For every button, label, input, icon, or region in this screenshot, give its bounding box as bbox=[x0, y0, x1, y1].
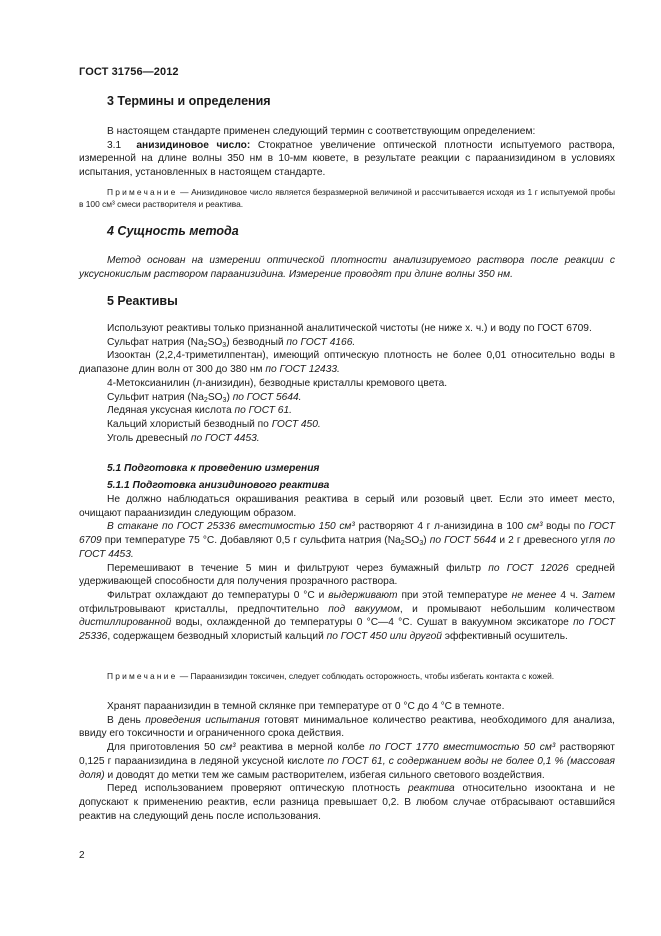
note-2 bbox=[79, 670, 615, 683]
reagent-prep-paragraph: Для приготовления 50 см³ реактива в мерной колбе по ГОСТ 1770 вместимостью 50 см³ растворяют 0,125 г параанизидина в ледяной уксусной кислоте по ГОСТ 61, с содержанием воды не более 0,1 % (массовая доля) и доводят до метки тем же самым растворителем, избегая сильного светового воздействия. bbox=[79, 742, 615, 781]
reagent-sodium-sulfate: Сульфат натрия $(Na_2SO_3)$ безводный по ГОСТ 4166. bbox=[107, 336, 356, 349]
section-4-text: Метод основан на измерении оптической плотности анализируемого раствора после реакции с уксуснокислым раствором параанизидина. Измерение проводят при длине волны 350 нм. bbox=[79, 255, 615, 280]
term-name: анизидиновое число: bbox=[136, 139, 251, 151]
subsection-5-1-title: 5.1 Подготовка к проведению измерения bbox=[107, 463, 320, 474]
test-day-paragraph: В день проведения испытания готовят минимальное количество реактива, необходимого для анализа, ввиду его токсичности и ограниченного срока действия. bbox=[79, 714, 616, 740]
reagent-sodium-sulfite: Сульфит натрия $(Na_2SO_3)$ по ГОСТ 5644. bbox=[107, 391, 302, 404]
note-2-block bbox=[79, 670, 615, 683]
page-number: 2 bbox=[79, 850, 85, 861]
prep-paragraph-3: Перемешивают в течение 5 мин и фильтруют через бумажный фильтр по ГОСТ 12026 средней удерживающей способности для получения прозрачного раствора. bbox=[79, 562, 615, 588]
prep-paragraph-4: Фильтрат охлаждают до температуры 0 °С и выдерживают при этой температуре не менее 4 ч. Затем отфильтровывают кристаллы, предпочтительно под вакуумом, и промывают небольшим количеством дистиллированной воды, охлажденной до температуры 0 °С—4 °С. Сушат в вакуумном эксикаторе по ГОСТ 25336, содержащем безводный хлористый кальций по ГОСТ 450 или другой эффективный осушитель. bbox=[79, 589, 616, 643]
subsection-5-1-1-title: 5.1.1 Подготовка анизидинового реактива bbox=[107, 480, 330, 491]
section-3-intro: В настоящем стандарте применен следующий термин с соответствующим определением: bbox=[107, 126, 536, 137]
usage-check-paragraph: Перед использованием проверяют оптическую плотность реактива относительно изооктана и не допускают к применению реактив, если разница превышает 0,2. В любом случае отбрасывают оставшийся реактив на следующий день после использования. bbox=[79, 783, 615, 822]
reagent-methoxyaniline: 4-Метоксианилин (л-анизидин), безводные кристаллы кремового цвета. bbox=[107, 377, 448, 389]
reagent-calcium-chloride: Кальций хлористый безводный по ГОСТ 450. bbox=[107, 418, 321, 430]
section-5-title: 5 Реактивы bbox=[107, 294, 178, 308]
note-2-label: Примечание bbox=[107, 671, 178, 681]
reagent-acetic-acid: Ледяная уксусная кислота по ГОСТ 61. bbox=[107, 405, 292, 417]
standard-header: ГОСТ 31756—2012 bbox=[79, 66, 179, 78]
reagents-intro: Используют реактивы только признанной аналитической чистоты (не ниже х. ч.) и воду по ГОСТ 6709. bbox=[107, 323, 592, 334]
term-number: 3.1 bbox=[107, 139, 122, 151]
section-5-storage bbox=[79, 700, 615, 823]
note-1-label: Примечание bbox=[107, 186, 178, 197]
note-1-text: — Анизидиновое число является безразмерной величиной и рассчитывается исходя из 1 г испытуемой пробы в 100 см³ смеси растворителя и реактива. bbox=[79, 186, 615, 210]
term-definition bbox=[79, 139, 615, 180]
term-text: Стократное увеличение оптической плотности испытуемого раствора, измеренной на длине волны 350 нм в 10-мм кювете, в результате реакции с параанизидином в условиях испытания, установленных в настоящем стандарте. bbox=[79, 139, 615, 179]
section-3-title: 3 Термины и определения bbox=[107, 94, 271, 108]
section-5-reagents bbox=[79, 322, 615, 445]
section-3-body bbox=[79, 125, 615, 211]
reagent-isooctane: Изооктан (2,2,4-триметилпентан), имеющий оптическую плотность не более 0,01 относительно воды в диапазоне длин волн от 300 до 380 нм по ГОСТ 12433. bbox=[79, 350, 615, 376]
note-1 bbox=[79, 186, 615, 211]
section-4-body bbox=[79, 254, 615, 281]
section-5-preparation bbox=[79, 493, 615, 644]
prep-paragraph-1: Не должно наблюдаться окрашивания реактива в серый или розовый цвет. Если это имеет место, очищают параанизидин следующим образом. bbox=[79, 494, 615, 519]
prep-paragraph-2: В стакане по ГОСТ 25336 вместимостью 150 см³ растворяют 4 г л-анизидина в 100 см³ воды по ГОСТ 6709 при температуре 75 °С. Добавляют 0,5 г сульфита натрия $(Na_2SO_3)$ по ГОСТ 5644 и 2 г древесного угля по ГОСТ 4453. bbox=[79, 521, 616, 560]
section-4-title: 4 Сущность метода bbox=[107, 224, 239, 238]
storage-paragraph: Хранят параанизидин в темной склянке при температуре от 0 °С до 4 °С в темноте. bbox=[107, 701, 505, 712]
note-2-text: — Параанизидин токсичен, следует соблюдать осторожность, чтобы избегать контакта с кожей. bbox=[177, 671, 555, 681]
reagent-charcoal: Уголь древесный по ГОСТ 4453. bbox=[107, 432, 260, 444]
